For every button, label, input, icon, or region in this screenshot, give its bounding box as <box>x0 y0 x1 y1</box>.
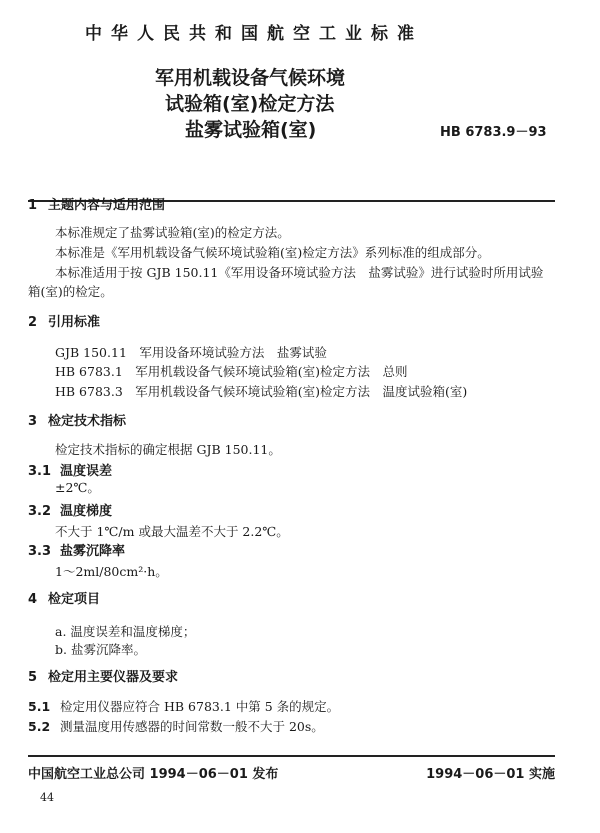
section-3-heading <box>28 413 126 431</box>
paragraph: 本标准规定了盐雾试验箱(室)的检定方法。 <box>55 225 290 240</box>
section-title: 引用标准 <box>48 315 101 330</box>
standard-code: HB 6783.9－93 <box>440 125 547 140</box>
issue-info: 中国航空工业总公司 1994－06－01 发布 <box>28 767 279 782</box>
reference-item: HB 6783.3 军用机载设备气候环境试验箱(室)检定方法 温度试验箱(室) <box>55 384 468 399</box>
section-number: 3 <box>28 414 38 429</box>
section-2-heading <box>28 314 100 332</box>
standard-header: 中华人民共和国航空工业标准 <box>85 24 423 44</box>
subsection-text: 测量温度用传感器的时间常数一般不大于 20s。 <box>60 719 324 734</box>
section-4-heading <box>28 591 100 609</box>
subsection-number: 3.1 <box>28 464 52 479</box>
subsection-item <box>28 718 324 736</box>
effective-date: 1994－06－01 实施 <box>426 767 555 782</box>
section-number: 1 <box>28 198 38 213</box>
section-number: 2 <box>28 315 38 330</box>
subsection-number: 5.2 <box>28 719 51 734</box>
list-item: b. 盐雾沉降率。 <box>55 642 146 657</box>
paragraph: 箱(室)的检定。 <box>28 284 113 299</box>
subsection-title: 温度梯度 <box>60 504 113 519</box>
page-number: 44 <box>40 791 54 804</box>
subsection-text: 检定用仪器应符合 HB 6783.1 中第 5 条的规定。 <box>60 699 340 714</box>
subsection-item <box>28 698 339 716</box>
section-1-heading <box>28 197 165 215</box>
section-title: 检定技术指标 <box>48 414 127 429</box>
section-title: 检定用主要仪器及要求 <box>48 670 179 685</box>
subsection-title: 盐雾沉降率 <box>60 544 126 559</box>
subsection-heading <box>28 503 112 521</box>
section-number: 5 <box>28 670 38 685</box>
section-number: 4 <box>28 592 38 607</box>
paragraph: 本标准是《军用机载设备气候环境试验箱(室)检定方法》系列标准的组成部分。 <box>55 245 490 260</box>
subsection-number: 5.1 <box>28 699 51 714</box>
paragraph: 本标准适用于按 GJB 150.11《军用设备环境试验方法 盐雾试验》进行试验时所用试验 <box>55 265 544 280</box>
section-title: 主题内容与适用范围 <box>48 198 166 213</box>
paragraph: 1～2ml/80cm²·h。 <box>55 564 168 579</box>
title-line-1: 军用机载设备气候环境 <box>155 67 346 89</box>
list-item: a. 温度误差和温度梯度； <box>55 624 196 639</box>
section-5-heading <box>28 669 178 687</box>
paragraph: 不大于 1℃/m 或最大温差不大于 2.2℃。 <box>55 524 289 539</box>
reference-item: HB 6783.1 军用机载设备气候环境试验箱(室)检定方法 总则 <box>55 364 408 379</box>
title-line-2: 试验箱(室)检定方法 <box>165 93 335 115</box>
subsection-title: 温度误差 <box>60 464 113 479</box>
bottom-rule <box>28 755 555 757</box>
paragraph: 检定技术指标的确定根据 GJB 150.11。 <box>55 442 281 457</box>
reference-item: GJB 150.11 军用设备环境试验方法 盐雾试验 <box>55 345 327 360</box>
title-line-3: 盐雾试验箱(室) <box>185 119 317 141</box>
paragraph: ±2℃。 <box>55 480 100 495</box>
subsection-number: 3.3 <box>28 544 52 559</box>
section-title: 检定项目 <box>48 592 101 607</box>
subsection-heading <box>28 543 125 561</box>
subsection-number: 3.2 <box>28 504 52 519</box>
